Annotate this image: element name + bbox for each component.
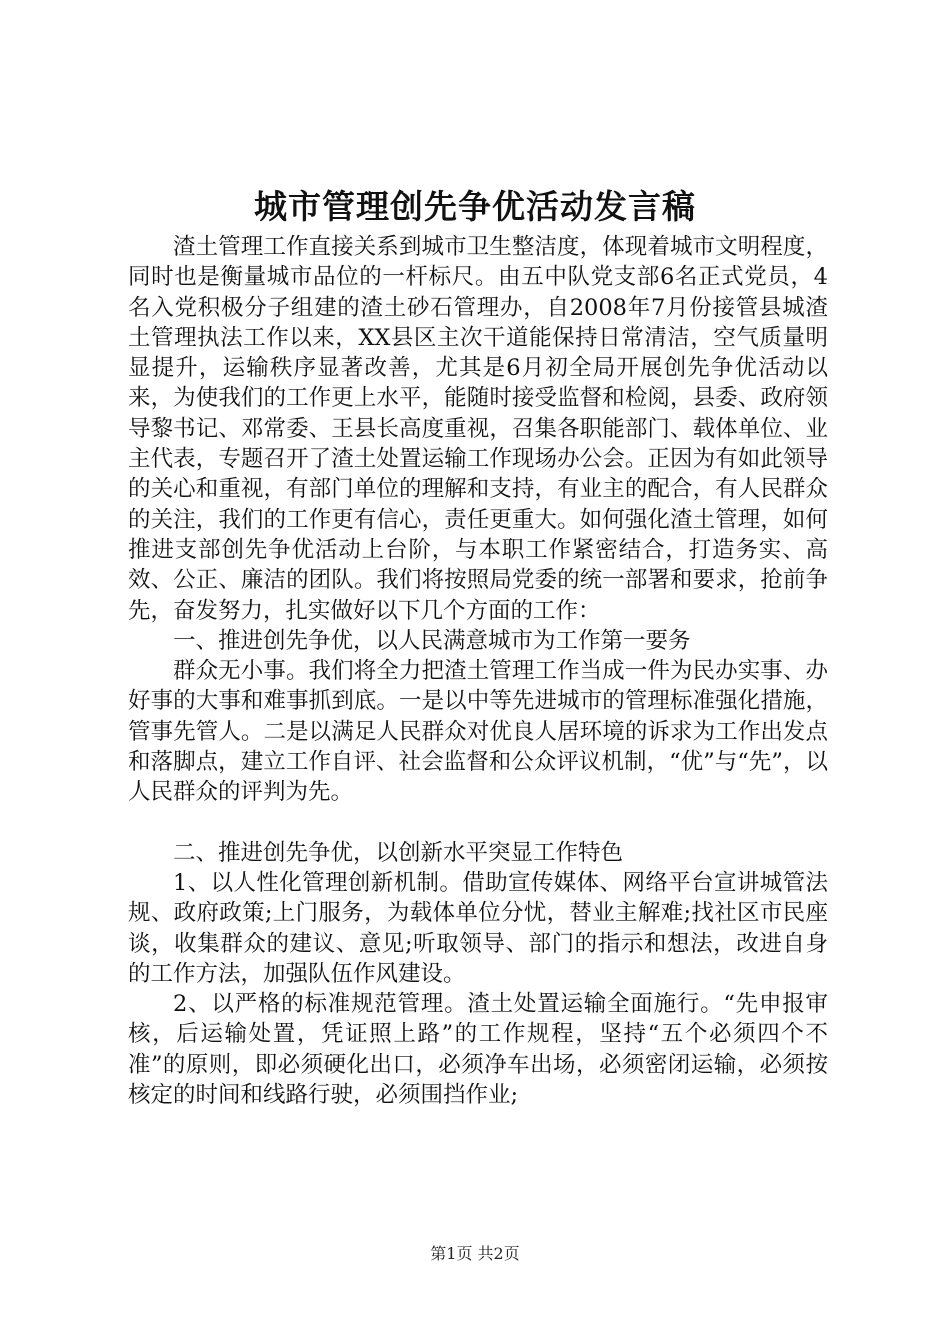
paragraph-item-1: 1、以人性化管理创新机制。借助宣传媒体、网络平台宣讲城管法规、政府政策;上门服务，为载体单位分忧，替业主解难;找社区市民座谈，收集群众的建议、意见;听取领导、部门的指示和想法，改进自身的工作方法，加强队伍作风建设。 <box>128 869 828 987</box>
paragraph-item-2: 2、以严格的标准规范管理。渣土处置运输全面施行。“先申报审核，后运输处置，凭证照上路”的工作规程，坚持“五个必须四个不准”的原则，即必须硬化出口，必须净车出场，必须密闭运输，必须按核定的时间和线路行驶，必须围挡作业; <box>128 991 828 1109</box>
section-heading-1: 一、推进创先争优，以人民满意城市为工作第一要务 <box>173 627 691 654</box>
paragraph-gap <box>128 808 828 838</box>
paragraph-intro: 渣土管理工作直接关系到城市卫生整洁度，体现着城市文明程度，同时也是衡量城市品位的一杆标尺。由五中队党支部6名正式党员，4名入党积极分子组建的渣土砂石管理办，自2008年7月份接管县城渣土管理执法工作以来，XX县区主次干道能保持日常清洁，空气质量明显提升，运输秩序显著改善，尤其是6月初全局开展创先争优活动以来，为使我们的工作更上水平，能随时接受监督和检阅，县委、政府领导黎书记、邓常委、王县长高度重视，召集各职能部门、载体单位、业主代表，专题召开了渣土处置运输工作现场办公会。正因为有如此领导的关心和重视，有部门单位的理解和支持，有业主的配合，有人民群众的关注，我们的工作更有信心，责任更重大。如何强化渣土管理，如何推进支部创先争优活动上台阶，与本职工作紧密结合，打造务实、高效、公正、廉洁的团队。我们将按照局党委的统一部署和要求，抢前争先，奋发努力，扎实做好以下几个方面的工作： <box>128 234 828 624</box>
document-body <box>128 232 828 1110</box>
section-heading-2: 二、推进创先争优，以创新水平突显工作特色 <box>173 839 624 866</box>
document-title: 城市管理创先争优活动发言稿 <box>254 187 696 226</box>
paragraph-section-1: 群众无小事。我们将全力把渣土管理工作当成一件为民办实事、办好事的大事和难事抓到底。一是以中等先进城市的管理标准强化措施，管事先管人。二是以满足人民群众对优良人居环境的诉求为工作出发点和落脚点，建立工作自评、社会监督和公众评议机制，“优”与“先”，以人民群众的评判为先。 <box>128 658 828 806</box>
page-footer: 第1页 共2页 <box>430 1244 520 1263</box>
